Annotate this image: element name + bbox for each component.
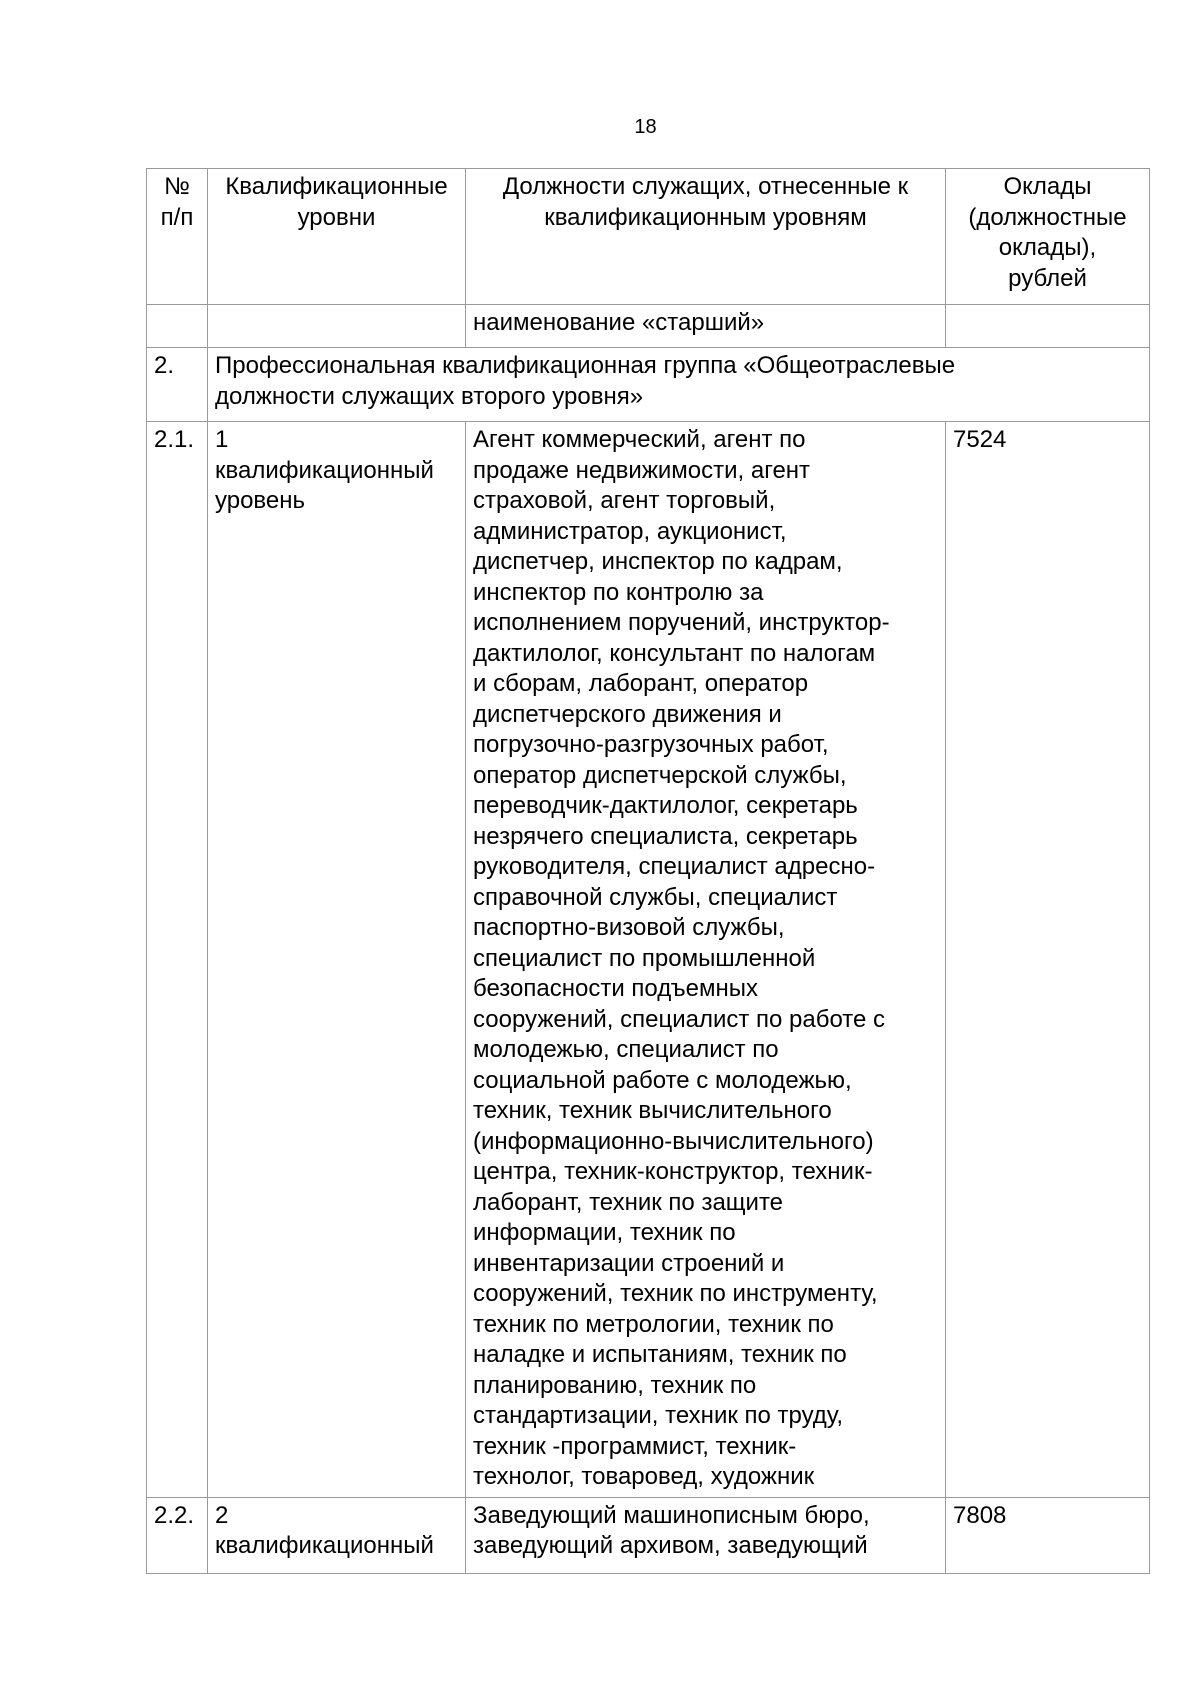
header-level-label: Квалификационные уровни [225, 173, 448, 231]
cell-group-title [208, 348, 1150, 422]
table-row [147, 1497, 1150, 1573]
cell-positions-text: наименование «старший» [473, 309, 765, 336]
cell-salary-text: 7524 [953, 426, 1007, 453]
cell-positions [466, 1497, 946, 1573]
salary-table [146, 168, 1150, 1574]
header-cell-num [147, 169, 208, 305]
cell-positions-text: Агент коммерческий, агент по продаже недвижимости, агент страховой, агент торговый, администратор, аукционист, диспетчер, инспектор по кадрам, инспектор по контролю за исполнением поручений, инструктор- дактилолог, консультант по налогам и сборам, лаборант, оператор диспетчерского движения и погрузочно-разгрузочных работ, оператор диспетчерской службы, переводчик-дактилолог, секретарь незрячего специалиста, секретарь руководителя, специалист адресно- справочной службы, специалист паспортно-визовой службы, специалист по промышленной безопасности подъемных сооружений, специалист по работе с молодежью, специалист по социальной работе с молодежью, техник, техник вычислительного (информационно-вычислительного) центра, техник-конструктор, техник- лаборант, техник по защите информации, техник по инвентаризации строений и сооружений, техник по инструменту, техник по метрологии, техник по наладке и испытаниям, техник по планированию, техник по стандартизации, техник по труду, техник -программист, техник- технолог, товаровед, художник [473, 426, 890, 1490]
cell-positions [466, 305, 946, 348]
cell-positions [466, 422, 946, 1498]
cell-positions-text: Заведующий машинописным бюро, заведующий архивом, заведующий [473, 1501, 870, 1559]
cell-salary [946, 1497, 1150, 1573]
group-title-text: Профессиональная квалификационная группа «Общеотраслевые должности служащих второго уровня» [215, 352, 956, 410]
table-row-continuation [147, 305, 1150, 348]
group-num-text: 2. [154, 352, 175, 379]
cell-salary [946, 305, 1150, 348]
cell-level [208, 1497, 466, 1573]
table-header-row [147, 169, 1150, 305]
cell-level [208, 305, 466, 348]
cell-salary-text: 7808 [953, 1501, 1007, 1529]
header-num-label: № п/п [160, 173, 194, 231]
cell-level-text: 1 квалификационный уровень [215, 426, 434, 514]
cell-level-text: 2 квалификационный [215, 1501, 434, 1559]
cell-num [147, 422, 208, 1498]
cell-level [208, 422, 466, 1498]
table-row [147, 422, 1150, 1498]
table-row-group [147, 348, 1150, 422]
cell-num [147, 1497, 208, 1573]
cell-num-text: 2.2. [154, 1501, 195, 1529]
header-positions-label: Должности служащих, отнесенные к квалификационным уровням [502, 173, 909, 231]
header-salary-label: Оклады (должностные оклады), рублей [968, 173, 1127, 292]
page-number: 18 [634, 116, 657, 138]
cell-num [147, 305, 208, 348]
cell-group-num [147, 348, 208, 422]
header-cell-salary [946, 169, 1150, 305]
cell-num-text: 2.1. [154, 426, 195, 453]
header-cell-positions [466, 169, 946, 305]
header-cell-level [208, 169, 466, 305]
cell-salary [946, 422, 1150, 1498]
